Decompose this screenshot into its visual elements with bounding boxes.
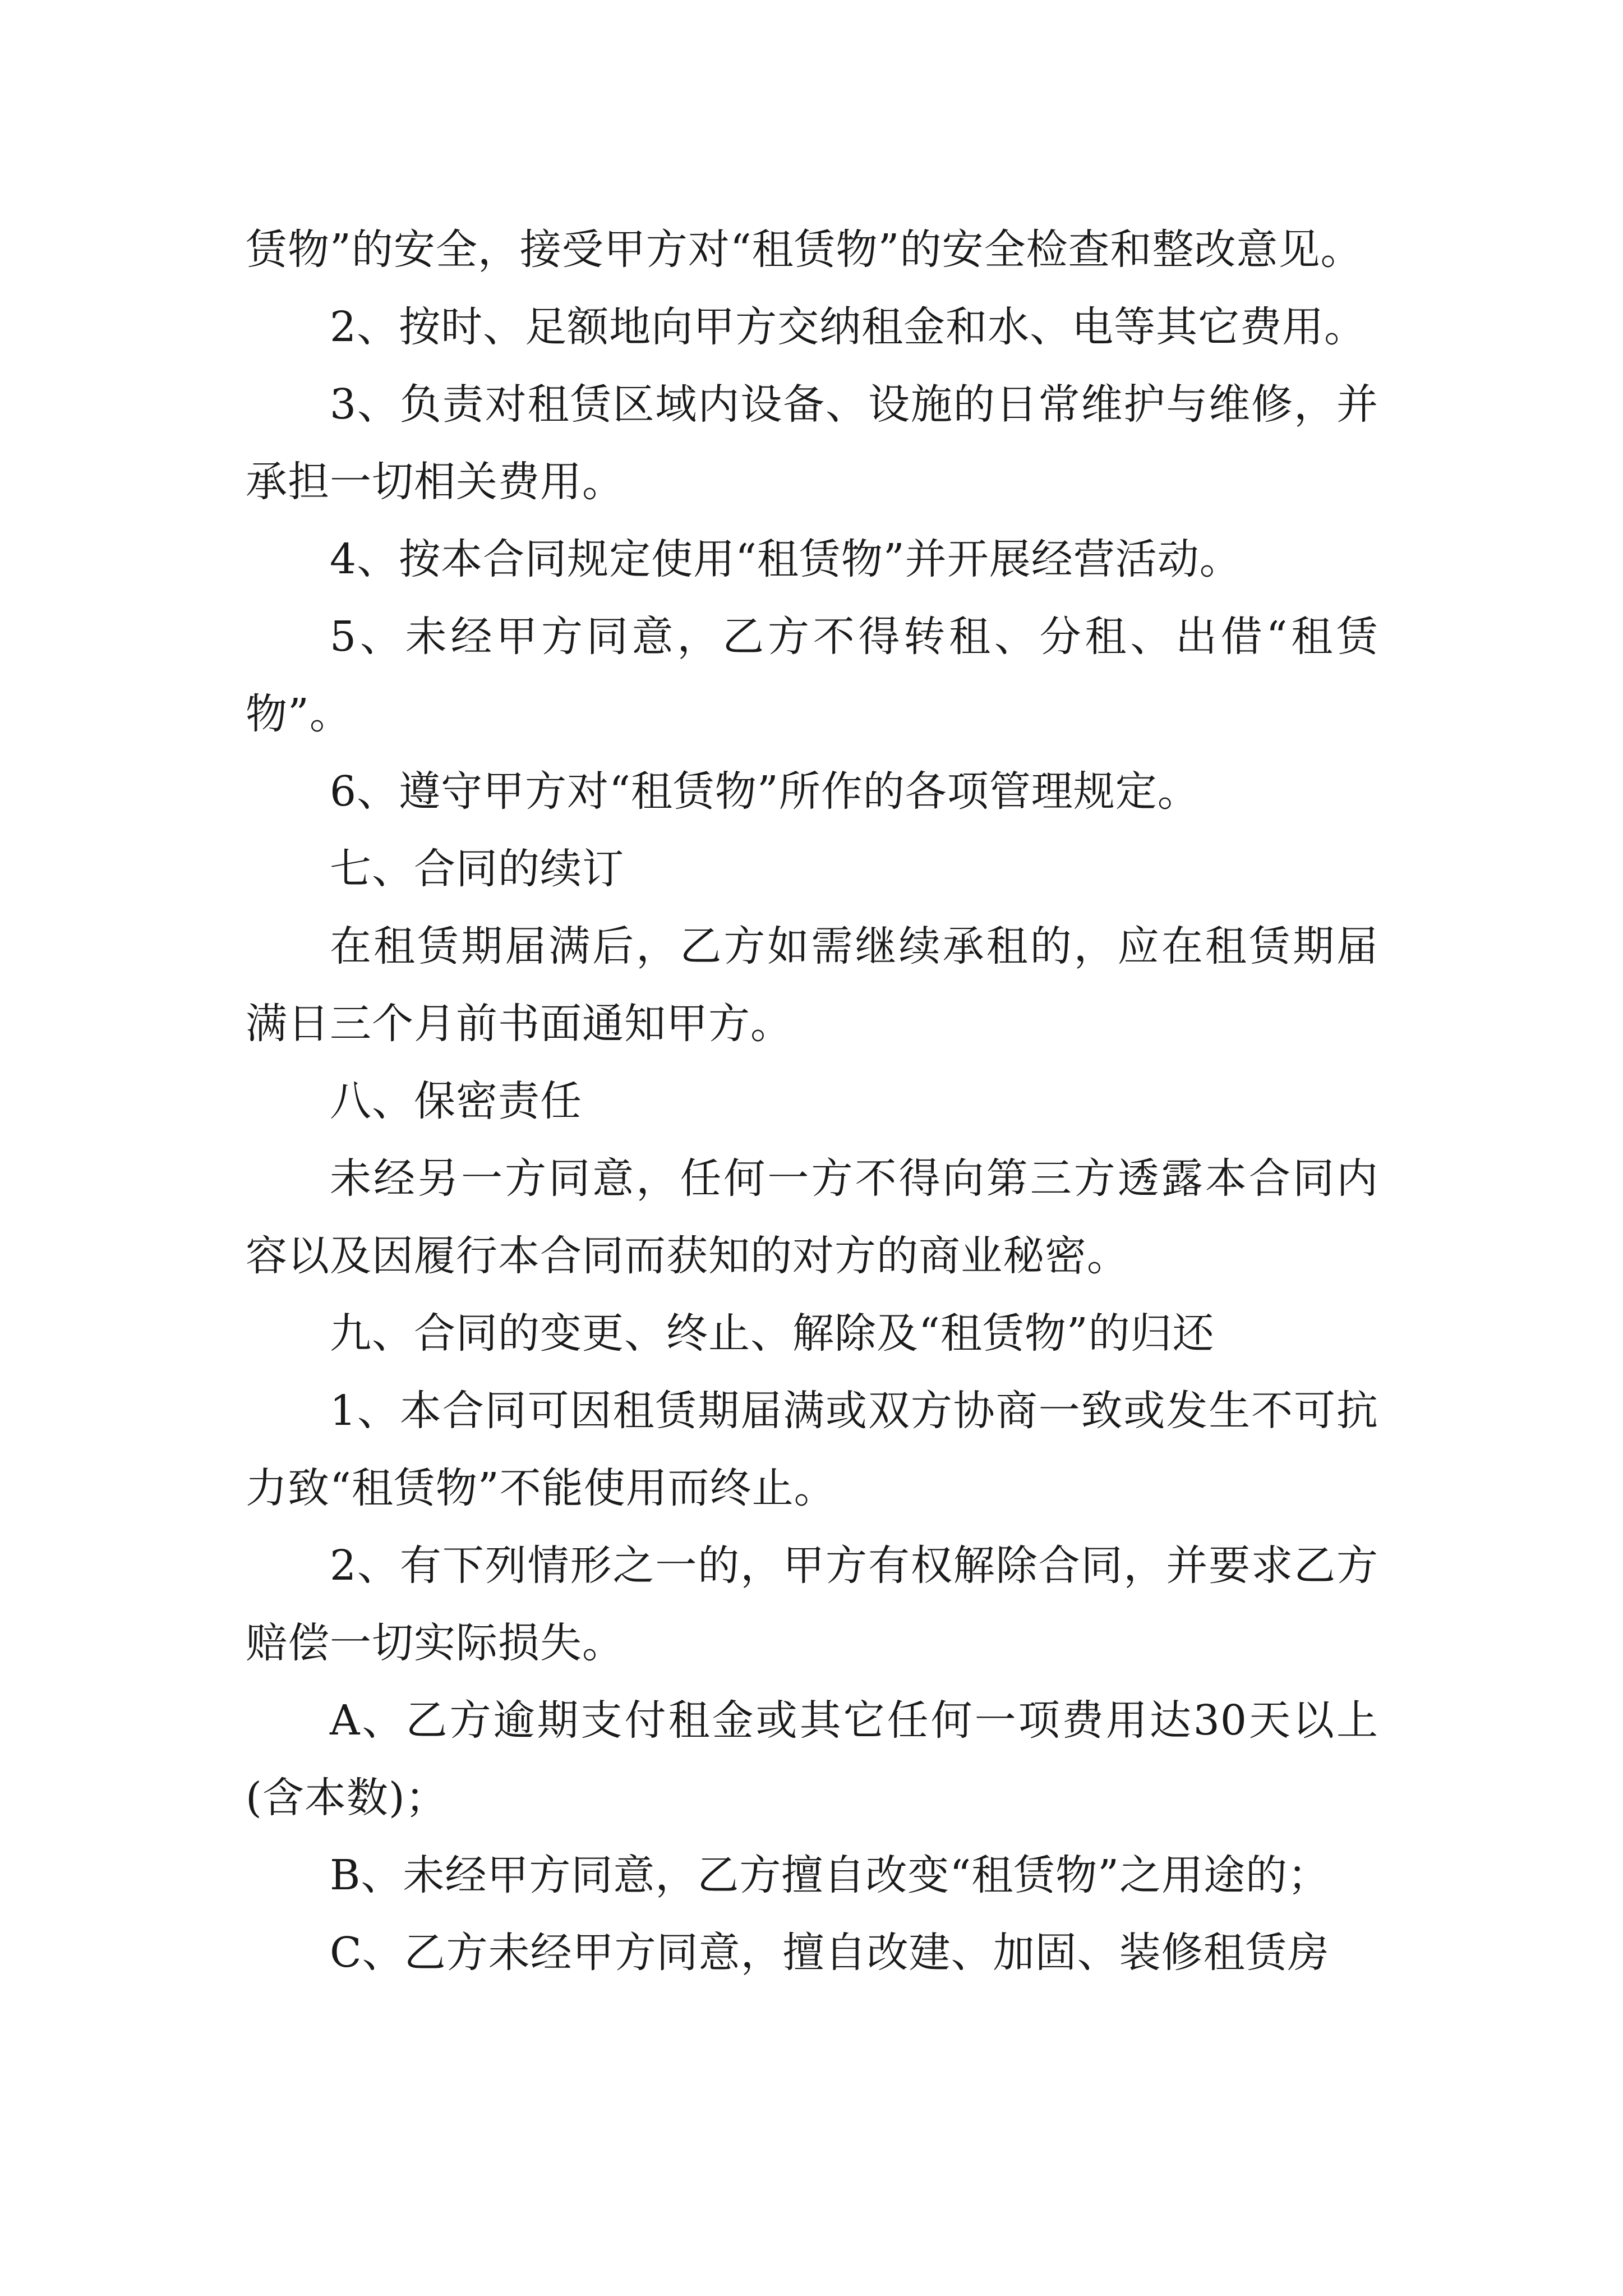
paragraph-item-6-rules: 6、遵守甲方对“租赁物”所作的各项管理规定。 <box>330 767 1200 816</box>
paragraph-item-3-maintenance: 3、负责对租赁区域内设备、设施的日常维护与维修，并承担一切相关费用。 <box>246 380 1378 506</box>
paragraph-termination-2: 2、有下列情形之一的，甲方有权解除合同，并要求乙方赔偿一切实际损失。 <box>246 1542 1378 1667</box>
section-heading-renewal: 七、合同的续订 <box>330 845 624 893</box>
paragraph-item-2-payment: 2、按时、足额地向甲方交纳租金和水、电等其它费用。 <box>330 303 1367 351</box>
document-body <box>246 211 1378 1991</box>
paragraph-item-5-sublease: 5、未经甲方同意，乙方不得转租、分租、出借“租赁物”。 <box>246 613 1378 738</box>
paragraph-clause-a: A、乙方逾期支付租金或其它任何一项费用达30天以上(含本数)； <box>246 1696 1378 1822</box>
paragraph-item-4-usage: 4、按本合同规定使用“租赁物”并开展经营活动。 <box>330 535 1242 583</box>
paragraph-termination-1: 1、本合同可因租赁期届满或双方协商一致或发生不可抗力致“租赁物”不能使用而终止。 <box>246 1387 1378 1512</box>
paragraph-safety-inspection: 赁物”的安全，接受甲方对“租赁物”的安全检查和整改意见。 <box>246 226 1363 274</box>
paragraph-clause-c: C、乙方未经甲方同意，擅自改建、加固、装修租赁房 <box>330 1929 1330 1977</box>
paragraph-clause-b: B、未经甲方同意，乙方擅自改变“租赁物”之用途的； <box>330 1851 1330 1899</box>
section-heading-confidentiality: 八、保密责任 <box>330 1077 582 1125</box>
section-heading-termination: 九、合同的变更、终止、解除及“租赁物”的归还 <box>330 1309 1215 1358</box>
paragraph-renewal-notice: 在租赁期届满后，乙方如需继续承租的，应在租赁期届满日三个月前书面通知甲方。 <box>246 922 1378 1048</box>
paragraph-confidentiality: 未经另一方同意，任何一方不得向第三方透露本合同内容以及因履行本合同而获知的对方的商业秘密。 <box>246 1154 1378 1280</box>
